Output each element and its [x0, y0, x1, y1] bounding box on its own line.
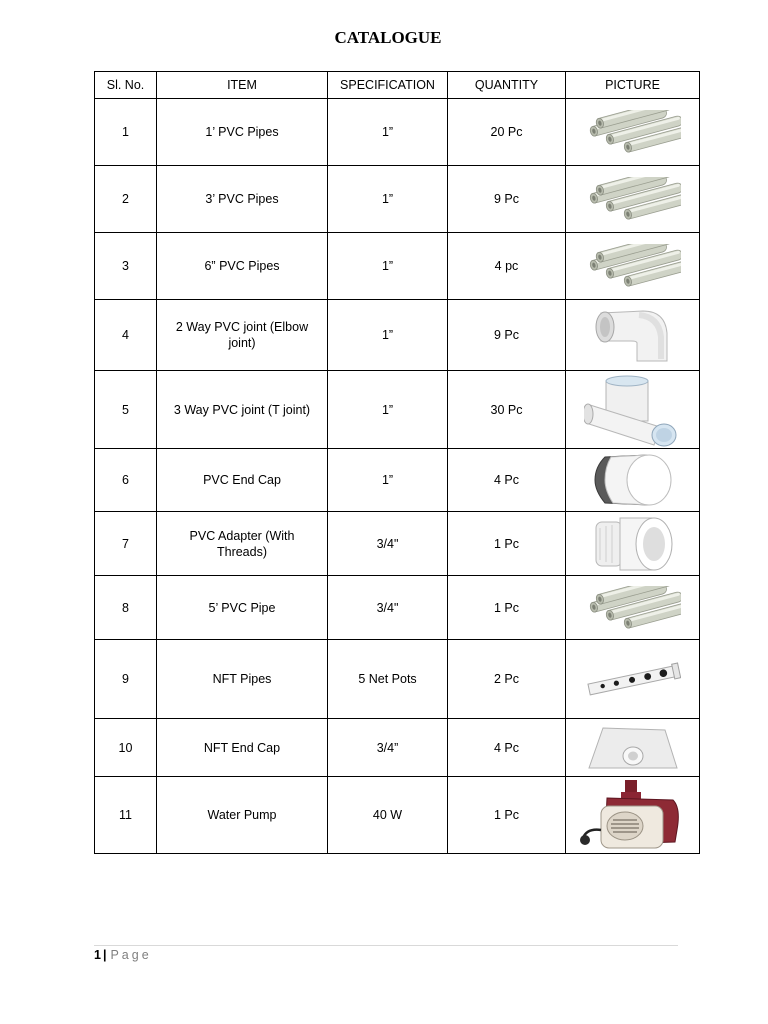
header-item: ITEM: [157, 72, 328, 99]
t-joint-image: [572, 373, 693, 447]
table-row: [95, 640, 700, 719]
header-quantity: QUANTITY: [448, 72, 566, 99]
item-cell: Water Pump: [157, 777, 328, 854]
picture-cell: [566, 719, 700, 777]
quantity-cell: 9 Pc: [448, 166, 566, 233]
pvc-pipes-image: [572, 177, 693, 221]
table-header-row: [95, 72, 700, 99]
quantity-cell: 4 Pc: [448, 449, 566, 512]
specification-cell: 3/4”: [328, 719, 448, 777]
sl-no-cell: 3: [95, 233, 157, 300]
item-cell: NFT Pipes: [157, 640, 328, 719]
specification-cell: 1”: [328, 449, 448, 512]
sl-no-cell: 6: [95, 449, 157, 512]
quantity-cell: 4 pc: [448, 233, 566, 300]
nft-end-cap-image: [572, 724, 693, 772]
table-row: [95, 233, 700, 300]
picture-cell: [566, 166, 700, 233]
picture-cell: [566, 449, 700, 512]
picture-cell: [566, 576, 700, 640]
sl-no-cell: 11: [95, 777, 157, 854]
table-row: [95, 166, 700, 233]
sl-no-cell: 9: [95, 640, 157, 719]
quantity-cell: 1 Pc: [448, 512, 566, 576]
water-pump-image: [572, 778, 693, 852]
quantity-cell: 20 Pc: [448, 99, 566, 166]
quantity-cell: 9 Pc: [448, 300, 566, 371]
specification-cell: 40 W: [328, 777, 448, 854]
specification-cell: 1”: [328, 99, 448, 166]
sl-no-cell: 1: [95, 99, 157, 166]
table-row: [95, 719, 700, 777]
specification-cell: 5 Net Pots: [328, 640, 448, 719]
specification-cell: 1”: [328, 371, 448, 449]
item-cell: 2 Way PVC joint (Elbow joint): [157, 300, 328, 371]
picture-cell: [566, 300, 700, 371]
quantity-cell: 2 Pc: [448, 640, 566, 719]
specification-cell: 3/4": [328, 576, 448, 640]
table-row: [95, 512, 700, 576]
table-row: [95, 99, 700, 166]
item-cell: PVC Adapter (With Threads): [157, 512, 328, 576]
item-cell: 3 Way PVC joint (T joint): [157, 371, 328, 449]
picture-cell: [566, 371, 700, 449]
catalogue-table: [94, 71, 700, 854]
adapter-image: [572, 514, 693, 574]
sl-no-cell: 8: [95, 576, 157, 640]
pvc-pipes-image: [572, 586, 693, 630]
quantity-cell: 30 Pc: [448, 371, 566, 449]
page-number: 1: [94, 948, 101, 962]
table-row: [95, 371, 700, 449]
footer-divider: [94, 945, 678, 946]
header-sl-no: Sl. No.: [95, 72, 157, 99]
page-footer: [94, 948, 152, 962]
quantity-cell: 4 Pc: [448, 719, 566, 777]
quantity-cell: 1 Pc: [448, 777, 566, 854]
sl-no-cell: 4: [95, 300, 157, 371]
sl-no-cell: 7: [95, 512, 157, 576]
catalogue-title: CATALOGUE: [334, 28, 442, 47]
picture-cell: [566, 777, 700, 854]
header-picture: PICTURE: [566, 72, 700, 99]
item-cell: 5’ PVC Pipe: [157, 576, 328, 640]
table-row: [95, 576, 700, 640]
item-cell: 1’ PVC Pipes: [157, 99, 328, 166]
specification-cell: 3/4": [328, 512, 448, 576]
item-cell: NFT End Cap: [157, 719, 328, 777]
table-row: [95, 777, 700, 854]
picture-cell: [566, 233, 700, 300]
pvc-pipes-image: [572, 110, 693, 154]
sl-no-cell: 5: [95, 371, 157, 449]
page-label: Page: [110, 948, 152, 962]
picture-cell: [566, 99, 700, 166]
specification-cell: 1”: [328, 300, 448, 371]
end-cap-image: [572, 451, 693, 509]
picture-cell: [566, 512, 700, 576]
specification-cell: 1”: [328, 166, 448, 233]
item-cell: PVC End Cap: [157, 449, 328, 512]
table-row: [95, 300, 700, 371]
table-row: [95, 449, 700, 512]
sl-no-cell: 2: [95, 166, 157, 233]
pvc-pipes-image: [572, 244, 693, 288]
sl-no-cell: 10: [95, 719, 157, 777]
footer-separator: |: [102, 948, 107, 962]
picture-cell: [566, 640, 700, 719]
item-cell: 6” PVC Pipes: [157, 233, 328, 300]
nft-pipe-image: [572, 659, 693, 699]
elbow-joint-image: [572, 303, 693, 367]
item-cell: 3’ PVC Pipes: [157, 166, 328, 233]
specification-cell: 1”: [328, 233, 448, 300]
header-specification: SPECIFICATION: [328, 72, 448, 99]
quantity-cell: 1 Pc: [448, 576, 566, 640]
